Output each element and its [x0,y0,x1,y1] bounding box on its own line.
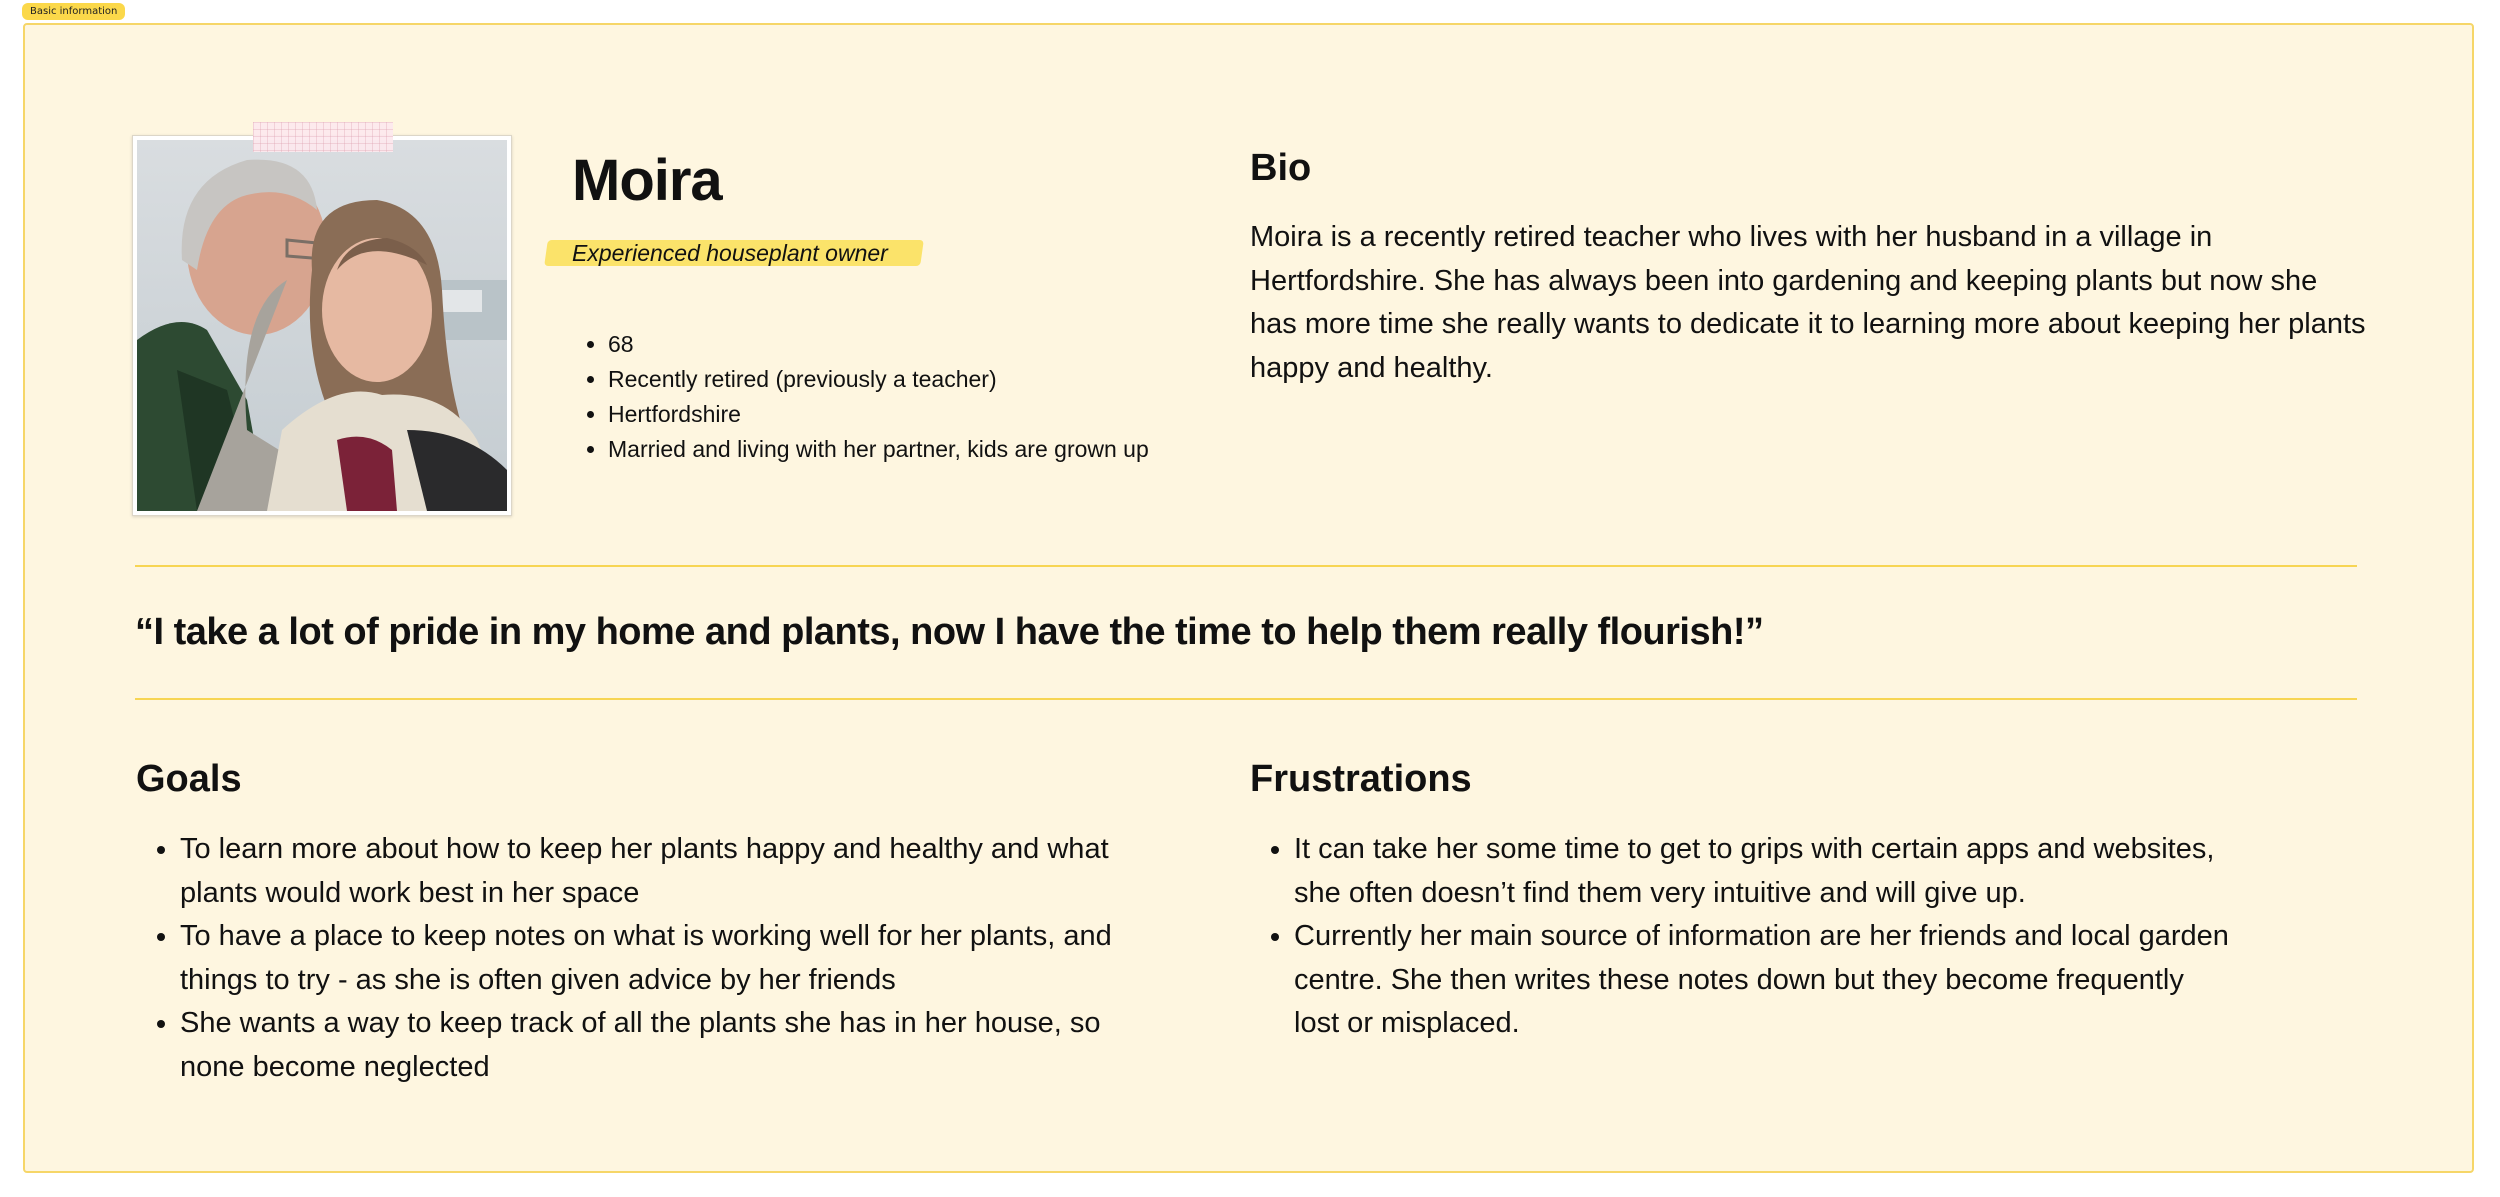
persona-subtitle[interactable]: Experienced houseplant owner [572,240,888,266]
frustration-item: • It can take her some time to get to grips with certain apps and websites, she often doesn’t find them very intuitive and will give up. [1294,828,2234,915]
fact-family: • Married and living with her partner, kids are grown up [608,432,1149,467]
frame-label[interactable]: Basic information [22,3,125,20]
divider-top [135,565,2357,567]
goals-title[interactable]: Goals [136,758,242,800]
persona-facts-list[interactable] [608,327,1149,467]
goal-item: • To have a place to keep notes on what is working well for her plants, and things to try - as she is often given advice by her friends [180,915,1120,1002]
fact-location: • Hertfordshire [608,397,1149,432]
goal-item: • She wants a way to keep track of all the plants she has in her house, so none become neglected [180,1002,1120,1089]
frustrations-list[interactable] [1294,828,2234,1046]
frustration-item: • Currently her main source of information are her friends and local garden centre. She then writes these notes down but they become frequently lost or misplaced. [1294,915,2234,1046]
bio-text[interactable]: Moira is a recently retired teacher who lives with her husband in a village in Hertfordshire. She has always been into gardening and keeping plants but now she has more time she really wants to dedicate it to learning more about keeping her plants happy and healthy. [1250,221,2366,384]
goals-list[interactable] [180,828,1120,1089]
persona-quote[interactable]: “I take a lot of pride in my home and plants, now I have the time to help them really flourish!” [135,611,1764,653]
persona-name[interactable]: Moira [572,148,722,213]
divider-bottom [135,698,2357,700]
bio-title[interactable]: Bio [1250,147,1312,189]
goal-item: • To learn more about how to keep her plants happy and healthy and what plants would work best in her space [180,828,1120,915]
fact-occupation: • Recently retired (previously a teacher) [608,362,1149,397]
persona-photo [137,140,507,511]
fact-age: • 68 [608,327,1149,362]
frustrations-title[interactable]: Frustrations [1250,758,1472,800]
persona-photo-card[interactable] [132,135,512,516]
washi-tape [253,122,393,152]
